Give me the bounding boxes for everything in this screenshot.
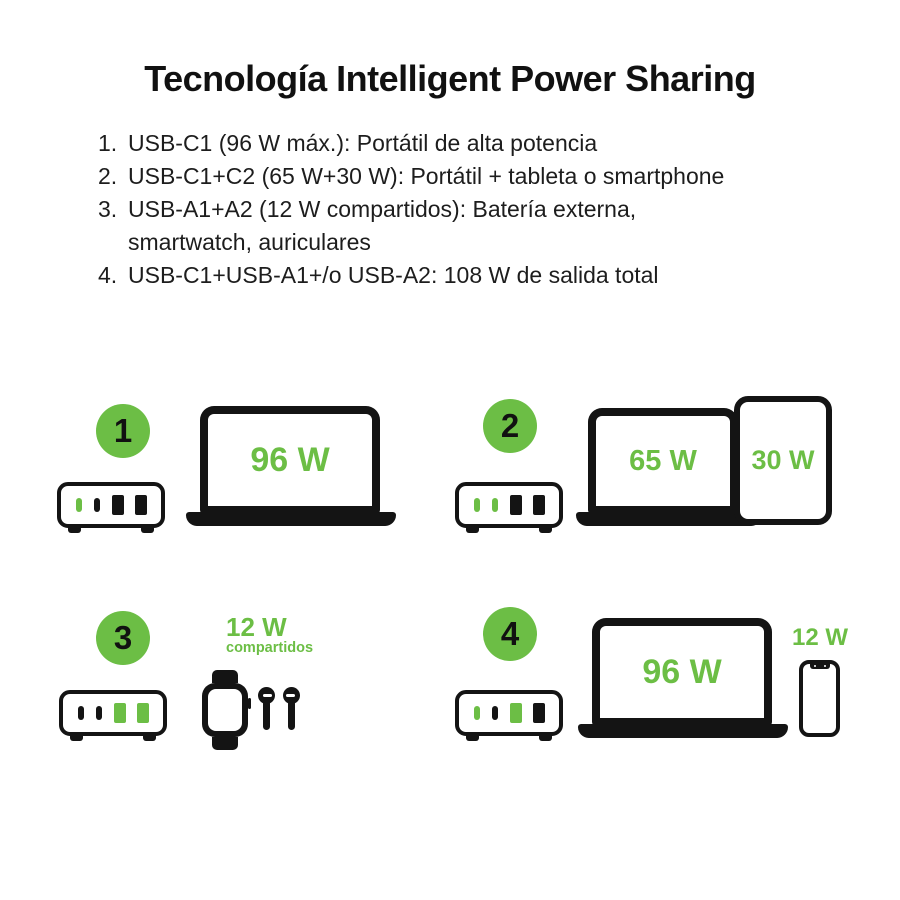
laptop-watts-label: 96 W: [250, 440, 330, 479]
list-item-marker: 4.: [98, 262, 118, 288]
laptop-watts-label: 65 W: [629, 444, 697, 477]
feature-list: [98, 127, 798, 292]
list-item-marker: 2.: [98, 163, 118, 189]
watch-face: [208, 689, 242, 731]
usb-c1-port: [76, 498, 82, 512]
charger-icon: [57, 482, 165, 528]
list-item-text: USB-C1 (96 W máx.): Portátil de alta potencia: [128, 130, 598, 156]
usb-c1-port: [474, 498, 480, 512]
usb-a1-port: [510, 703, 522, 723]
usb-a1-port: [510, 495, 522, 515]
list-item: [98, 127, 798, 160]
usb-a2-port: [137, 703, 149, 723]
list-item: [98, 193, 798, 226]
charger-foot: [141, 526, 154, 533]
list-item-marker: 1.: [98, 130, 118, 156]
laptop-icon: [200, 406, 380, 514]
diagram4-number-badge: 4: [483, 607, 537, 661]
usb-c1-port: [474, 706, 480, 720]
diagram3-number-badge: 3: [96, 611, 150, 665]
list-item: [98, 259, 798, 292]
watch-body: [202, 683, 248, 737]
earbud-left-icon: [258, 687, 275, 732]
earbuds-icon: [258, 687, 300, 732]
earbud-right-icon: [283, 687, 300, 732]
list-item-continuation: [98, 226, 798, 259]
usb-c2-port: [492, 498, 498, 512]
shared-sublabel: compartidos: [226, 640, 314, 657]
phone-icon: [799, 660, 840, 737]
usb-a2-port: [533, 703, 545, 723]
smartwatch-icon: [202, 670, 248, 750]
diagram1-number-badge: 1: [96, 404, 150, 458]
list-item-text: smartwatch, auriculares: [128, 229, 371, 255]
tablet-icon: [734, 396, 832, 525]
list-item-text: USB-A1+A2 (12 W compartidos): Batería externa,: [128, 196, 637, 222]
laptop-watts-label: 96 W: [642, 652, 722, 691]
charger-foot: [70, 734, 83, 741]
charger-icon: [455, 690, 563, 736]
watch-button: [248, 698, 251, 709]
list-item-text: USB-C1+C2 (65 W+30 W): Portátil + tableta o smartphone: [128, 163, 725, 189]
phone-watts-label: 12 W: [791, 624, 848, 651]
laptop-icon: [588, 408, 738, 514]
charger-foot: [539, 526, 552, 533]
tablet-watts-label: 30 W: [751, 445, 815, 475]
usb-c1-port: [78, 706, 84, 720]
usb-c2-port: [94, 498, 100, 512]
list-item: [98, 160, 798, 193]
charger-foot: [466, 734, 479, 741]
watch-band: [212, 670, 238, 683]
phone-notch: [810, 663, 830, 669]
list-item-marker: 3.: [98, 196, 118, 222]
shared-watts-block: [226, 614, 313, 657]
usb-a2-port: [135, 495, 147, 515]
watch-band: [212, 737, 238, 750]
usb-a1-port: [114, 703, 126, 723]
laptop-base: [578, 724, 788, 738]
diagram2-number-badge: 2: [483, 399, 537, 453]
list-item-text: USB-C1+USB-A1+/o USB-A2: 108 W de salida total: [128, 262, 659, 288]
page-title: Tecnología Intelligent Power Sharing: [144, 58, 756, 99]
usb-a1-port: [112, 495, 124, 515]
usb-c2-port: [96, 706, 102, 720]
charger-foot: [143, 734, 156, 741]
laptop-icon: [592, 618, 772, 726]
charger-foot: [466, 526, 479, 533]
charger-foot: [539, 734, 552, 741]
list-item-marker: [98, 226, 128, 259]
usb-c2-port: [492, 706, 498, 720]
charger-icon: [59, 690, 167, 736]
laptop-base: [186, 512, 396, 526]
shared-watts-label: 12 W: [226, 612, 287, 642]
usb-a2-port: [533, 495, 545, 515]
charger-foot: [68, 526, 81, 533]
charger-icon: [455, 482, 563, 528]
